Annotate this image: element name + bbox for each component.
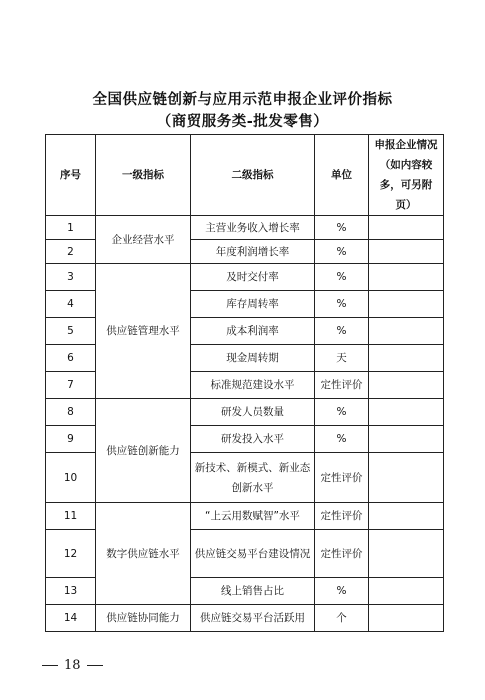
- header-note: 申报企业情况（如内容较多，可另附页）: [369, 135, 444, 216]
- header-level2: 二级指标: [191, 135, 315, 216]
- header-level1: 一级指标: [96, 135, 191, 216]
- indicator-cell: 库存周转率: [191, 291, 315, 318]
- row-no: 11: [46, 503, 96, 530]
- table-row: [46, 264, 444, 291]
- unit-cell: %: [315, 399, 369, 426]
- row-no: 9: [46, 426, 96, 453]
- note-cell: [369, 216, 444, 240]
- table-row: [46, 605, 444, 632]
- unit-cell: 定性评价: [315, 503, 369, 530]
- dash-right: [87, 665, 103, 666]
- note-cell: [369, 578, 444, 605]
- indicator-cell: 线上销售占比: [191, 578, 315, 605]
- note-cell: [369, 372, 444, 399]
- row-no: 13: [46, 578, 96, 605]
- category-cell: 供应链协同能力: [96, 605, 191, 632]
- indicator-cell: 供应链交易平台活跃用: [191, 605, 315, 632]
- unit-cell: %: [315, 426, 369, 453]
- document-title: 全国供应链创新与应用示范申报企业评价指标: [92, 92, 393, 108]
- indicator-cell: 研发投入水平: [191, 426, 315, 453]
- row-no: 7: [46, 372, 96, 399]
- row-no: 2: [46, 240, 96, 264]
- row-no: 5: [46, 318, 96, 345]
- row-no: 3: [46, 264, 96, 291]
- indicator-cell: 标准规范建设水平: [191, 372, 315, 399]
- row-no: 6: [46, 345, 96, 372]
- note-cell: [369, 345, 444, 372]
- note-cell: [369, 530, 444, 578]
- table-row: [46, 216, 444, 240]
- row-no: 4: [46, 291, 96, 318]
- indicator-cell: 供应链交易平台建设情况: [191, 530, 315, 578]
- indicator-cell: 主营业务收入增长率: [191, 216, 315, 240]
- note-cell: [369, 240, 444, 264]
- row-no: 12: [46, 530, 96, 578]
- header-unit: 单位: [315, 135, 369, 216]
- note-cell: [369, 503, 444, 530]
- unit-cell: 定性评价: [315, 530, 369, 578]
- evaluation-table: [45, 134, 444, 632]
- page-number-text: 18: [64, 658, 81, 673]
- indicator-cell: 新技术、新模式、新业态创新水平: [191, 453, 315, 503]
- indicator-cell: 年度利润增长率: [191, 240, 315, 264]
- unit-cell: %: [315, 240, 369, 264]
- note-cell: [369, 264, 444, 291]
- indicator-cell: 成本利润率: [191, 318, 315, 345]
- unit-cell: %: [315, 264, 369, 291]
- page-number: [36, 658, 109, 673]
- indicator-cell: 研发人员数量: [191, 399, 315, 426]
- unit-cell: 定性评价: [315, 372, 369, 399]
- note-cell: [369, 453, 444, 503]
- row-no: 8: [46, 399, 96, 426]
- note-cell: [369, 291, 444, 318]
- row-no: 1: [46, 216, 96, 240]
- indicator-cell: 现金周转期: [191, 345, 315, 372]
- table-header-row: [46, 135, 444, 216]
- indicator-cell: 及时交付率: [191, 264, 315, 291]
- unit-cell: 天: [315, 345, 369, 372]
- unit-cell: %: [315, 318, 369, 345]
- row-no: 10: [46, 453, 96, 503]
- indicator-cell: “上云用数赋智”水平: [191, 503, 315, 530]
- row-no: 14: [46, 605, 96, 632]
- note-cell: [369, 605, 444, 632]
- dash-left: [42, 665, 58, 666]
- category-cell: 企业经营水平: [96, 216, 191, 264]
- unit-cell: %: [315, 291, 369, 318]
- note-cell: [369, 399, 444, 426]
- unit-cell: %: [315, 216, 369, 240]
- unit-cell: 个: [315, 605, 369, 632]
- note-cell: [369, 318, 444, 345]
- category-cell: 供应链创新能力: [96, 399, 191, 503]
- table-row: [46, 399, 444, 426]
- document-subtitle: （商贸服务类-批发零售）: [156, 114, 329, 130]
- category-cell: 供应链管理水平: [96, 264, 191, 399]
- note-cell: [369, 426, 444, 453]
- header-no: 序号: [46, 135, 96, 216]
- unit-cell: %: [315, 578, 369, 605]
- unit-cell: 定性评价: [315, 453, 369, 503]
- category-cell: 数字供应链水平: [96, 503, 191, 605]
- table-row: [46, 503, 444, 530]
